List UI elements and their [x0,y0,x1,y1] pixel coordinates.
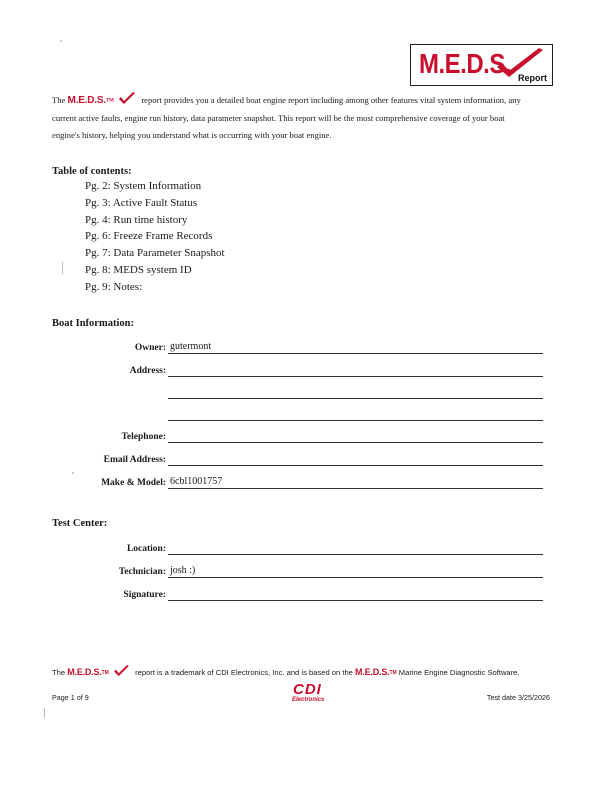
technician-value: josh :) [170,565,196,576]
meds-report-logo [410,44,553,86]
intro-brand: M.E.D.S. [67,95,106,106]
address-row-2 [0,382,612,400]
make-model-value: 6cbl1001757 [170,476,223,487]
boat-info-title: Boat Information: [52,318,134,329]
make-model-label: Make & Model: [101,478,166,488]
intro-tm: TM [105,98,114,104]
toc-item: Pg. 6: Freeze Frame Records [85,230,213,243]
location-label: Location: [126,544,166,554]
owner-label: Owner: [134,343,166,353]
telephone-field[interactable] [168,426,543,443]
intro-prefix: The [52,95,66,105]
cdi-electronics-logo [289,681,349,706]
address-field-line-2[interactable] [168,382,543,399]
checkmark-icon [113,665,130,677]
footer-end: Marine Engine Diagnostic Software. [398,668,520,677]
scan-speck [62,262,63,274]
telephone-label: Telephone: [121,432,166,442]
page-number: Page 1 of 9 [52,693,89,702]
email-row [0,449,612,467]
toc-item: Pg. 4: Run time history [85,213,188,226]
footer-tm-2: TM [389,670,397,676]
scan-speck [44,708,45,718]
intro-line-2: current active faults, engine run history, data parameter snapshot. This report will be the most comprehensive coverage of your boat [52,112,505,123]
technician-row [0,561,612,579]
footer-tm: TM [101,670,109,676]
intro-line-3: engine's history, helping you understand what is occurring with your boat engine. [52,129,332,140]
owner-value: gutermont [170,341,212,352]
address-field[interactable] [168,360,543,377]
technician-label: Technician: [118,567,166,577]
logo-brand: M.E.D.S. [419,49,512,81]
signature-row [0,584,612,602]
cdi-logo-text: Electronics [292,697,325,703]
owner-row [0,337,612,355]
telephone-row [0,426,612,444]
toc-title: Table of contents: [52,166,132,177]
cdi-logo-mark: CDI [293,681,322,698]
location-row [0,538,612,556]
scan-speck [72,472,74,474]
toc-item: Pg. 3: Active Fault Status [85,196,198,209]
owner-field[interactable] [168,337,543,354]
signature-label: Signature: [123,590,166,600]
address-label: Address: [129,366,166,376]
checkmark-icon [118,92,136,105]
address-row-3 [0,404,612,422]
intro-paragraph [52,92,562,144]
technician-field[interactable] [168,561,543,578]
address-row [0,360,612,378]
intro-line-1 [52,92,562,110]
scan-speck [60,40,62,42]
toc-item: Pg. 8: MEDS system ID [85,263,192,276]
toc-item: Pg. 7: Data Parameter Snapshot [85,247,225,260]
footer-prefix: The [52,668,66,677]
toc-list [85,178,225,296]
test-date: Test date 3/25/2026 [486,693,550,702]
make-model-row [0,472,612,490]
intro-line1-text: report provides you a detailed boat engine report including among other features vital system information, any [141,95,521,105]
email-label: Email Address: [103,455,166,465]
footer-trademark [52,665,562,677]
footer-middle: report is a trademark of CDI Electronics, Inc. and is based on the [135,668,353,677]
email-field[interactable] [168,449,543,466]
location-field[interactable] [168,538,543,555]
toc-item: Pg. 9: Notes: [85,280,143,293]
test-center-title: Test Center: [52,518,108,529]
footer-brand-2: M.E.D.S. [355,667,390,677]
logo-suffix: Report [518,73,547,83]
make-model-field[interactable] [168,472,543,489]
signature-field[interactable] [168,584,543,601]
toc-item: Pg. 2: System Information [85,180,202,192]
address-field-line-3[interactable] [168,404,543,421]
footer-brand: M.E.D.S. [67,667,102,677]
